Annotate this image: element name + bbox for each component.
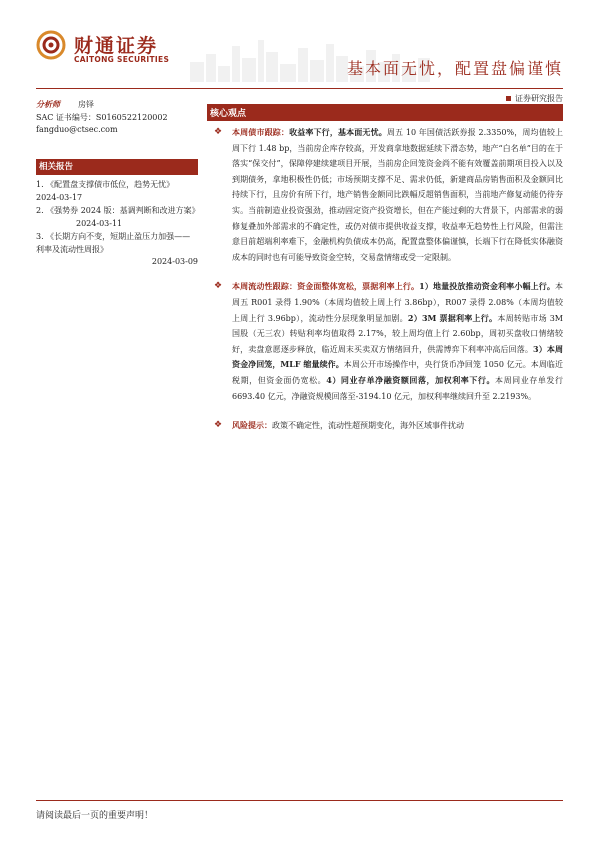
report-type-text: 证券研究报告 (515, 94, 563, 103)
related-reports-heading: 相关报告 (36, 159, 198, 176)
company-logo (36, 30, 186, 70)
analyst-role: 分析师 (36, 99, 60, 109)
liquidity-lead: 本周流动性跟踪：资金面整体宽松，票据利率上行。 (232, 281, 420, 292)
square-bullet-icon (506, 96, 511, 101)
diamond-bullet-icon: ❖ (214, 281, 223, 292)
analyst-sac: SAC 证书编号：S0160522120002 (36, 112, 168, 122)
related-report-title: 3. 《长期方向不变，短期止盈压力加强——利率及流动性周报》 (36, 232, 191, 254)
analyst-row (36, 98, 198, 112)
bond-market-paragraph (207, 125, 563, 265)
liquidity-point-1-text: 本周五 R001 录得 1.90%（本周均值较上周上行 3.86bp），R007 录得 2.08%（本周均值较上周上行 3.96bp），流动性分层现象明显加剧。 (232, 282, 563, 323)
company-name-en: CAITONG SECURITIES (74, 55, 170, 64)
diamond-bullet-icon: ❖ (214, 127, 223, 137)
report-title: 基本面无忧，配置盘偏谨慎 (346, 59, 563, 78)
liquidity-paragraph (207, 279, 563, 404)
logo-mark-icon (36, 30, 66, 60)
liquidity-point-3-title: 3）本周资金净回笼，MLF 缩量续作。 (232, 343, 563, 370)
liquidity-point-3-text: 本周公开市场操作中，央行货币净回笼 1050 亿元。本周临近税期，但资金面仍宽松。 (232, 360, 563, 385)
diamond-bullet-icon: ❖ (214, 420, 223, 431)
liquidity-point-4-title: 4）同业存单净融资额回落，加权利率下行。 (326, 374, 496, 385)
left-sidebar (36, 98, 198, 270)
analyst-block (36, 98, 198, 137)
related-report-item[interactable] (36, 205, 198, 230)
related-report-date: 2024-03-09 (151, 257, 198, 266)
related-report-date: 2024-03-11 (76, 218, 123, 228)
related-report-item[interactable] (36, 179, 198, 204)
risk-text: 政策不确定性，流动性超预期变化，海外区域事件扰动 (272, 421, 464, 431)
liquidity-point-2-text: 本周转贴市场 3M 国股（无三农）转贴利率均值取得 2.17%，较上周均值上行 2.60bp，周初买盘收口情绪较好，卖盘意愿逐步释放，临近周末买卖双方情绪回升，供需博弈下利率冲高后回落。 (232, 313, 563, 354)
company-name-cn: 财通证券 (74, 35, 159, 57)
related-reports-list (36, 179, 198, 269)
liquidity-point-2-title: 2）3M 票据利率上行。 (407, 312, 498, 323)
risk-paragraph (207, 418, 563, 434)
bond-market-lead: 本周债市跟踪： (232, 127, 290, 137)
analyst-name: 房铎 (78, 100, 94, 109)
related-report-title: 1. 《配置盘支撑债市低位，趋势无忧》 (36, 180, 175, 189)
risk-lead: 风险提示： (232, 420, 272, 431)
core-views-section (207, 104, 563, 434)
liquidity-point-1-title: 1）地量投放推动资金利率小幅上行。 (419, 281, 555, 292)
related-report-title: 2. 《强势券 2024 版：基调判断和改进方案》 (36, 206, 200, 215)
related-report-date: 2024-03-17 (36, 192, 83, 202)
core-views-heading: 核心观点 (207, 104, 563, 121)
related-report-item[interactable] (36, 231, 198, 269)
analyst-email[interactable]: fangduo@ctsec.com (36, 125, 118, 134)
footer-disclaimer[interactable]: 请阅读最后一页的重要声明！ (36, 811, 154, 821)
bond-market-text: 周五 10 年国债活跃券报 2.3350%，周均值较上周下行 1.48 bp，当前房企库存较高，开发商拿地数据延续下滑态势，地产“白名单”目的在于落实“保交付”，保障停建续建项目开展，当前房企回笼资金尚不能有效覆盖前期项目投入以及到期债务，拿地积极性仍低；市场预期支撑不足、需求仍低，新建商品房销售面积及金额同比持续下行，且房价有所下行，地产销售金额同比跌幅反超销售面积，当前地产修复动能仍待夯实。当前制造业投资强劲，推动固定资产投资增长，但在产能过剩的大背景下，内部需求的弱修复叠加外部需求的不确定性，或仍对债市提供收益支撑，收益率无趋势性上行风险，但需注意目前超端利率难下，金融机构负债成本仍高，配置盘整体偏谨慎，长端下行在降低实体融资成本的同时也有可能导致资金空转，交易盘情绪或受一定限制。 (232, 128, 564, 262)
page-header (0, 0, 595, 90)
report-type-label (506, 93, 563, 104)
liquidity-point-4-text: 本周同业存单发行 6693.40 亿元，净融资规模回落至-3194.10 亿元，加权利率继续回升至 2.2193%。 (232, 375, 563, 401)
footer-divider (36, 800, 563, 801)
bond-market-summary: 收益率下行，基本面无忧。 (289, 127, 387, 137)
header-divider (36, 88, 563, 89)
